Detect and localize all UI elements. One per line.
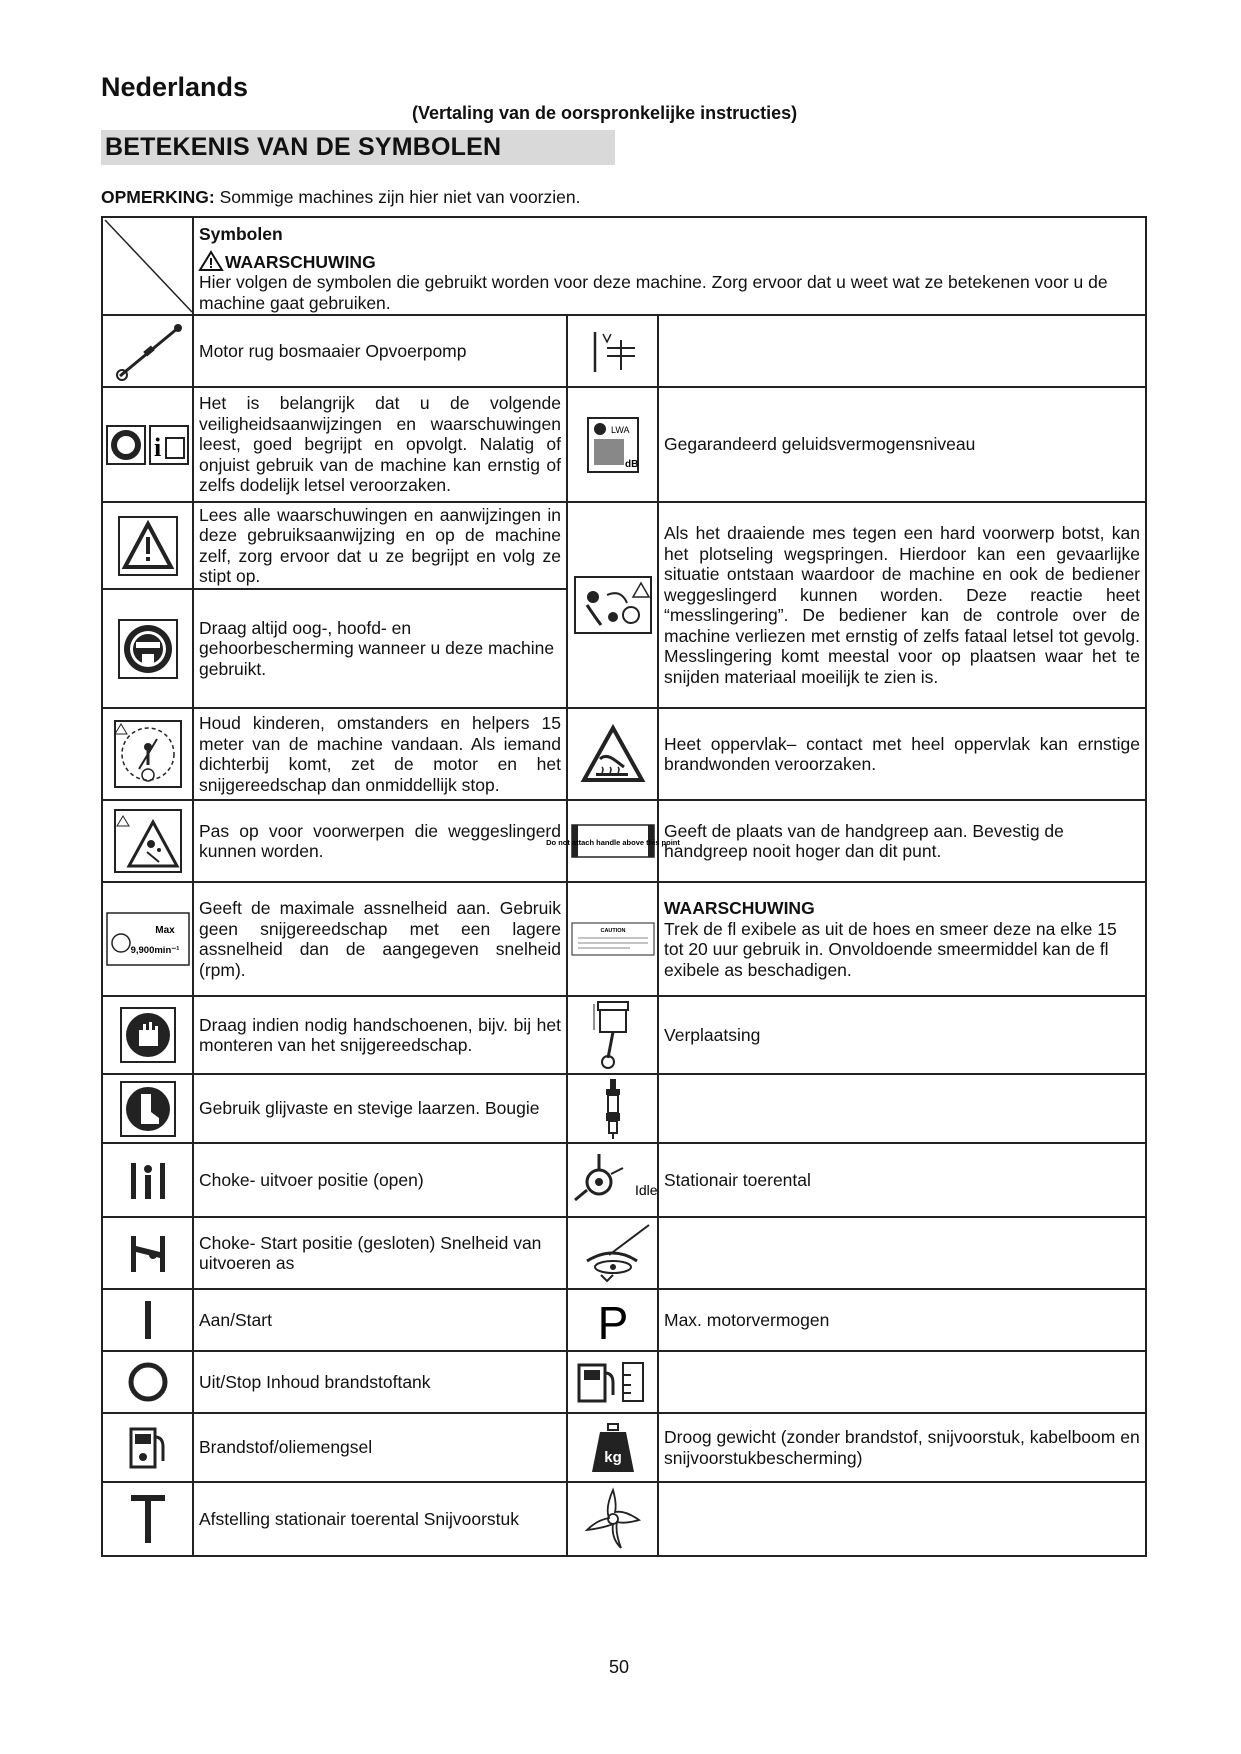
symbol-cell (567, 1143, 658, 1217)
symbol-cell (102, 1074, 193, 1143)
description: Pas op voor voorwerpen die weggeslingerd kunnen worden. (193, 800, 567, 882)
symbol-cell (102, 315, 193, 387)
symbol-cell (102, 882, 193, 996)
primer-pump-icon (583, 326, 643, 376)
symbol-cell (102, 589, 193, 708)
description: Choke- uitvoer positie (open) (193, 1143, 567, 1217)
description: Als het draaiende mes tegen een hard voorwerp botst, kan het plotseling wegspringen. Hierdoor kan een gevaarlijke situatie ontstaan waardoor de machine en ook de bediener weggeslingerd kunnen worden. Deze reactie heet “messlingering”. De bediener kan de controle over de machine verliezen met ernstig of zelfs fataal letsel tot gevolg. Messlingering komt meestal voor op plaatsen waar het te snijden materiaal moeilijk te zien is. (658, 502, 1146, 708)
choke-closed-icon (123, 1230, 173, 1276)
grease-text: Trek de fl exibele as uit de hoes en smeer deze na elke 15 tot 20 uur gebruik in. Onvoldoende smeermiddel kan de fl exibele as beschadigen. (664, 918, 1117, 980)
gloves-icon (119, 1006, 177, 1064)
symbol-cell (567, 1351, 658, 1413)
symbol-cell (102, 1351, 193, 1413)
symbol-cell (102, 1289, 193, 1351)
symbol-cell (102, 800, 193, 882)
description: Geeft de plaats van de handgreep aan. Bevestig de handgreep nooit hoger dan dit punt. (658, 800, 1146, 882)
description: Choke- Start positie (gesloten) Snelheid van uitvoeren as (193, 1217, 567, 1289)
lwa-label: LWA (610, 424, 630, 435)
header-cell (193, 217, 1146, 315)
description: Het is belangrijk dat u de volgende veiligheidsaanwijzingen en waarschuwingen leest, goed begrijpt en opvolgt. Nalatig of onjuist gebruik van de machine kan ernstig of zelfs dodelijk letsel veroorzaken. (193, 387, 567, 502)
shaft-speed-icon (573, 1221, 653, 1285)
max-speed-icon (105, 911, 191, 967)
symbol-cell (567, 1413, 658, 1482)
description: Uit/Stop Inhoud brandstoftank (193, 1351, 567, 1413)
on-start-icon (128, 1297, 168, 1343)
description: Verplaatsing (658, 996, 1146, 1074)
description: Lees alle waarschuwingen en aanwijzingen in deze gebruiksaanwijzing en op de machine zelf, zorg ervoor dat u ze begrijpt en volg ze stipt op. (193, 502, 567, 589)
symbol-cell (567, 882, 658, 996)
spark-plug-icon (598, 1077, 628, 1141)
p-label: P (597, 1297, 628, 1349)
choke-open-icon (123, 1157, 173, 1203)
symbol-cell (567, 315, 658, 387)
keep-distance-icon (113, 719, 183, 789)
cutting-blade-icon (581, 1486, 645, 1552)
symbol-cell (102, 502, 193, 589)
table-row (102, 1351, 1146, 1413)
table-row (102, 1413, 1146, 1482)
symbol-cell (102, 1217, 193, 1289)
description: Draag indien nodig handschoenen, bijv. bij het monteren van het snijgereedschap. (193, 996, 567, 1074)
section-title-band (101, 130, 615, 165)
brushcutter-icon (108, 320, 188, 382)
table-row (102, 1217, 1146, 1289)
note-text: Sommige machines zijn hier niet van voorzien. (214, 187, 581, 207)
diagonal-cell (102, 217, 193, 315)
read-manual-icon (104, 420, 192, 470)
description: Draag altijd oog-, hoofd- en gehoorbescherming wanneer u deze machine gebruikt. (193, 589, 567, 708)
fuel-oil-mix-icon (123, 1423, 173, 1473)
idle-adjust-t-icon (125, 1491, 171, 1547)
symbol-cell (102, 996, 193, 1074)
description: Max. motorvermogen (658, 1289, 1146, 1351)
symbol-cell (567, 708, 658, 800)
db-label: dB (624, 458, 638, 470)
symbol-cell (102, 1413, 193, 1482)
svg-text:i: i (153, 432, 161, 462)
table-row (102, 1482, 1146, 1556)
note-label: OPMERKING: (101, 187, 215, 207)
description (658, 1351, 1146, 1413)
grease-warning-label: WAARSCHUWING (664, 898, 815, 918)
sound-power-icon (585, 415, 641, 475)
fuel-tank-capacity-icon (573, 1357, 653, 1407)
table-row (102, 502, 1146, 589)
description: Gebruik glijvaste en stevige laarzen. Bougie (193, 1074, 567, 1143)
description: Houd kinderen, omstanders en helpers 15 meter van de machine vandaan. Als iemand dichterbij komt, zet de motor en het snijgereedschap dan onmiddellijk stop. (193, 708, 567, 800)
piston-displacement-icon (588, 1000, 638, 1070)
language-heading: Nederlands (101, 72, 249, 102)
description (658, 1217, 1146, 1289)
description (658, 882, 1146, 996)
page-number: 50 (609, 1657, 630, 1677)
table-title: Symbolen (199, 224, 283, 244)
rpm-label: 9,900min⁻¹ (130, 945, 179, 956)
idle-speed-icon (569, 1150, 657, 1210)
description: Heet oppervlak– contact met heel oppervlak kan ernstige brandwonden veroorzaken. (658, 708, 1146, 800)
symbol-cell (567, 387, 658, 502)
power-p-icon (588, 1295, 638, 1349)
caution-tag-label: CAUTION (599, 928, 626, 934)
symbol-cell (567, 1482, 658, 1556)
idle-label: Idle (634, 1182, 658, 1198)
warning-label: WAARSCHUWING (225, 251, 376, 272)
description: Droog gewicht (zonder brandstof, snijvoorstuk, kabelboom en snijvoorstukbescherming) (658, 1413, 1146, 1482)
symbol-cell (567, 996, 658, 1074)
eye-head-ear-protection-icon (117, 618, 179, 680)
symbol-cell (567, 1217, 658, 1289)
section-title: BETEKENIS VAN DE SYMBOLEN (105, 133, 502, 161)
description: Stationair toerental (658, 1143, 1146, 1217)
description: Aan/Start (193, 1289, 567, 1351)
intro-text: Hier volgen de symbolen die gebruikt worden voor deze machine. Zorg ervoor dat u weet wat ze betekenen voor u de machine gaat gebruiken. (199, 272, 1108, 313)
description (658, 1074, 1146, 1143)
description: Geeft de maximale assnelheid aan. Gebruik geen snijgereedschap met een lagere assnelheid dan de aangegeven snelheid (rpm). (193, 882, 567, 996)
description (658, 315, 1146, 387)
subtitle: (Vertaling van de oorspronkelijke instructies) (412, 103, 798, 123)
handle-position-icon (545, 821, 680, 861)
lubrication-caution-icon (570, 919, 656, 959)
table-row (102, 1074, 1146, 1143)
warning-triangle-icon (199, 251, 223, 271)
symbol-cell (567, 1074, 658, 1143)
warning-triangle-icon (117, 515, 179, 577)
off-stop-icon (123, 1359, 173, 1405)
table-row (102, 708, 1146, 800)
kg-label: kg (603, 1448, 622, 1466)
description: Gegarandeerd geluidsvermogensniveau (658, 387, 1146, 502)
description: Motor rug bosmaaier Opvoerpomp (193, 315, 567, 387)
table-row (102, 217, 1146, 315)
symbol-cell (102, 1143, 193, 1217)
kickback-icon (573, 575, 653, 635)
warning-heading (199, 251, 1140, 273)
table-row (102, 800, 1146, 882)
table-row (102, 1289, 1146, 1351)
note (101, 187, 580, 208)
symbol-cell (567, 1289, 658, 1351)
table-row (102, 996, 1146, 1074)
description: Afstelling stationair toerental Snijvoorstuk (193, 1482, 567, 1556)
description (658, 1482, 1146, 1556)
diagonal-line-icon (103, 218, 194, 314)
weight-kg-icon (588, 1422, 638, 1474)
symbol-cell (545, 800, 680, 882)
handle-tag-label: Do not attach handle above this point (545, 838, 680, 847)
table-row (102, 315, 1146, 387)
hot-surface-icon (582, 725, 644, 783)
symbol-cell (102, 1482, 193, 1556)
symbol-cell (102, 387, 193, 502)
description: Brandstof/oliemengsel (193, 1413, 567, 1482)
table-row (102, 882, 1146, 996)
symbol-cell (567, 502, 658, 708)
boots-icon (119, 1080, 177, 1138)
max-label: Max (154, 925, 175, 936)
symbols-table (101, 216, 1147, 1557)
table-row (102, 1143, 1146, 1217)
table-row (102, 387, 1146, 502)
thrown-objects-icon (113, 808, 183, 874)
symbol-cell (102, 708, 193, 800)
